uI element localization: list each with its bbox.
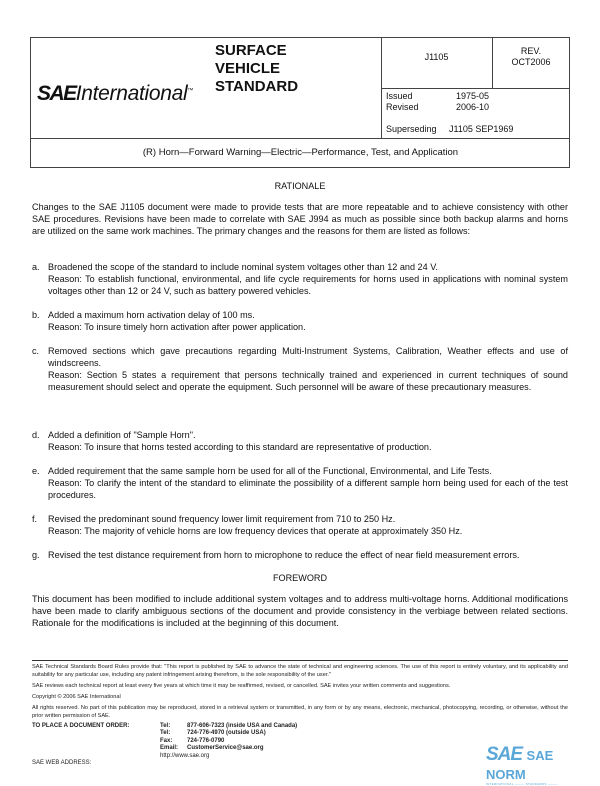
rationale-item: b. Added a maximum horn activation delay of 100 ms. Reason: To insure timely horn activation after power application. bbox=[32, 310, 306, 332]
document-header bbox=[30, 37, 570, 168]
superseding: J1105 SEP1969 bbox=[449, 124, 514, 134]
email-link[interactable]: CustomerService@sae.org bbox=[187, 745, 264, 752]
foreword-text: This document has been modified to include additional system voltages and to address multi-voltage horns. Additional modifications have been made to clarify ambiguous sections of the document and provide consistency in the verbiage between related sections. Rationale for the modifications is included at the beginning of this document. bbox=[32, 594, 568, 628]
document-type: SURFACE VEHICLE STANDARD bbox=[215, 42, 299, 95]
sae-norm-watermark: SAE SAE NORM INTERNATIONAL ——— STANDARDS ——— bbox=[486, 744, 558, 786]
superseding-label: Superseding bbox=[386, 124, 437, 134]
issued-dates: 1975-05 2006-10 bbox=[456, 91, 490, 112]
rationale-item: c. Removed sections which gave precautions regarding Multi-Instrument Systems, Calibration, Weather effects and use of windscreens. Reason: Section 5 states a requirement that persons technically trained and experienced in current techniques of sound measurement should select and operate the equipment. Such personnel will be aware of these precautionary measures. bbox=[32, 346, 568, 392]
rationale-item: g. Revised the test distance requirement from horn to microphone to reduce the effect of near field measurement errors. bbox=[32, 550, 520, 560]
footer-copyright: Copyright © 2006 SAE International bbox=[32, 694, 121, 700]
order-label: TO PLACE A DOCUMENT ORDER: bbox=[32, 723, 130, 729]
rationale-item: e. Added requirement that the same sample horn be used for all of the Functional, Environmental, and Life Tests. Reason: To clarify the intent of the standard to eliminate the possibility of a different sample horn being used for each of the test procedures. bbox=[32, 466, 568, 500]
web-label: SAE WEB ADDRESS: bbox=[32, 760, 92, 766]
footer-rights: All rights reserved. No part of this publication may be reproduced, stored in a retrieval system or transmitted, in any form or by any means, electronic, mechanical, photocopying, recording, or otherwise, without the prior written permission of SAE. bbox=[32, 705, 568, 719]
foreword-heading: FOREWORD bbox=[272, 573, 328, 583]
sae-logo: SAEInternational™ bbox=[37, 82, 194, 105]
rationale-heading: RATIONALE bbox=[274, 181, 326, 191]
footer-disclaimer: SAE Technical Standards Board Rules provide that: "This report is published by SAE to advance the state of technical and engineering sciences. The use of this report is entirely voluntary, and its applicability and suitability for any particular use, including any patent infringement arising therefrom, is the sole responsibility of the user." bbox=[32, 664, 568, 678]
issued-label: Issued Revised bbox=[386, 91, 419, 112]
order-contacts: Tel: 877-606-7323 (inside USA and Canada) Tel: 724-776-4970 (outside USA) Fax: 724-776-0790 Email: CustomerService@sae.org http://www.sae.org bbox=[160, 723, 298, 759]
document-title: (R) Horn—Forward Warning—Electric—Performance, Test, and Application bbox=[142, 147, 459, 158]
revision: REV. OCT2006 bbox=[511, 46, 551, 67]
footer-divider bbox=[32, 660, 568, 661]
rationale-intro: Changes to the SAE J1105 document were made to provide tests that are more repeatable and to achieve consistency with other SAE procedures. Revisions have been made to correlate with SAE J994 as much as possible since both backup alarms and horns are utilized on the same work machines. The primary changes and the reasons for them are listed as follows: bbox=[32, 202, 568, 236]
doc-number: J1105 bbox=[424, 52, 449, 62]
rationale-item: f. Revised the predominant sound frequency lower limit requirement from 710 to 250 Hz. Reason: The majority of vehicle horns are low frequency devices that operate at approximately 350 Hz. bbox=[32, 514, 463, 536]
footer-review: SAE reviews each technical report at least every five years at which time it may be reaffirmed, revised, or cancelled. SAE invites your written comments and suggestions. bbox=[32, 683, 451, 689]
rationale-item: d. Added a definition of "Sample Horn". Reason: To insure that horns tested according to this standard are representative of production. bbox=[32, 430, 432, 452]
web-link[interactable]: http://www.sae.org bbox=[160, 752, 210, 759]
rationale-item: a. Broadened the scope of the standard to include nominal system voltages other than 12 and 24 V. Reason: To establish functional, environmental, and life cycle requirements for horns used in applications with nominal system voltages other than 12 or 24 V, such as battery powered vehicles. bbox=[32, 262, 568, 296]
